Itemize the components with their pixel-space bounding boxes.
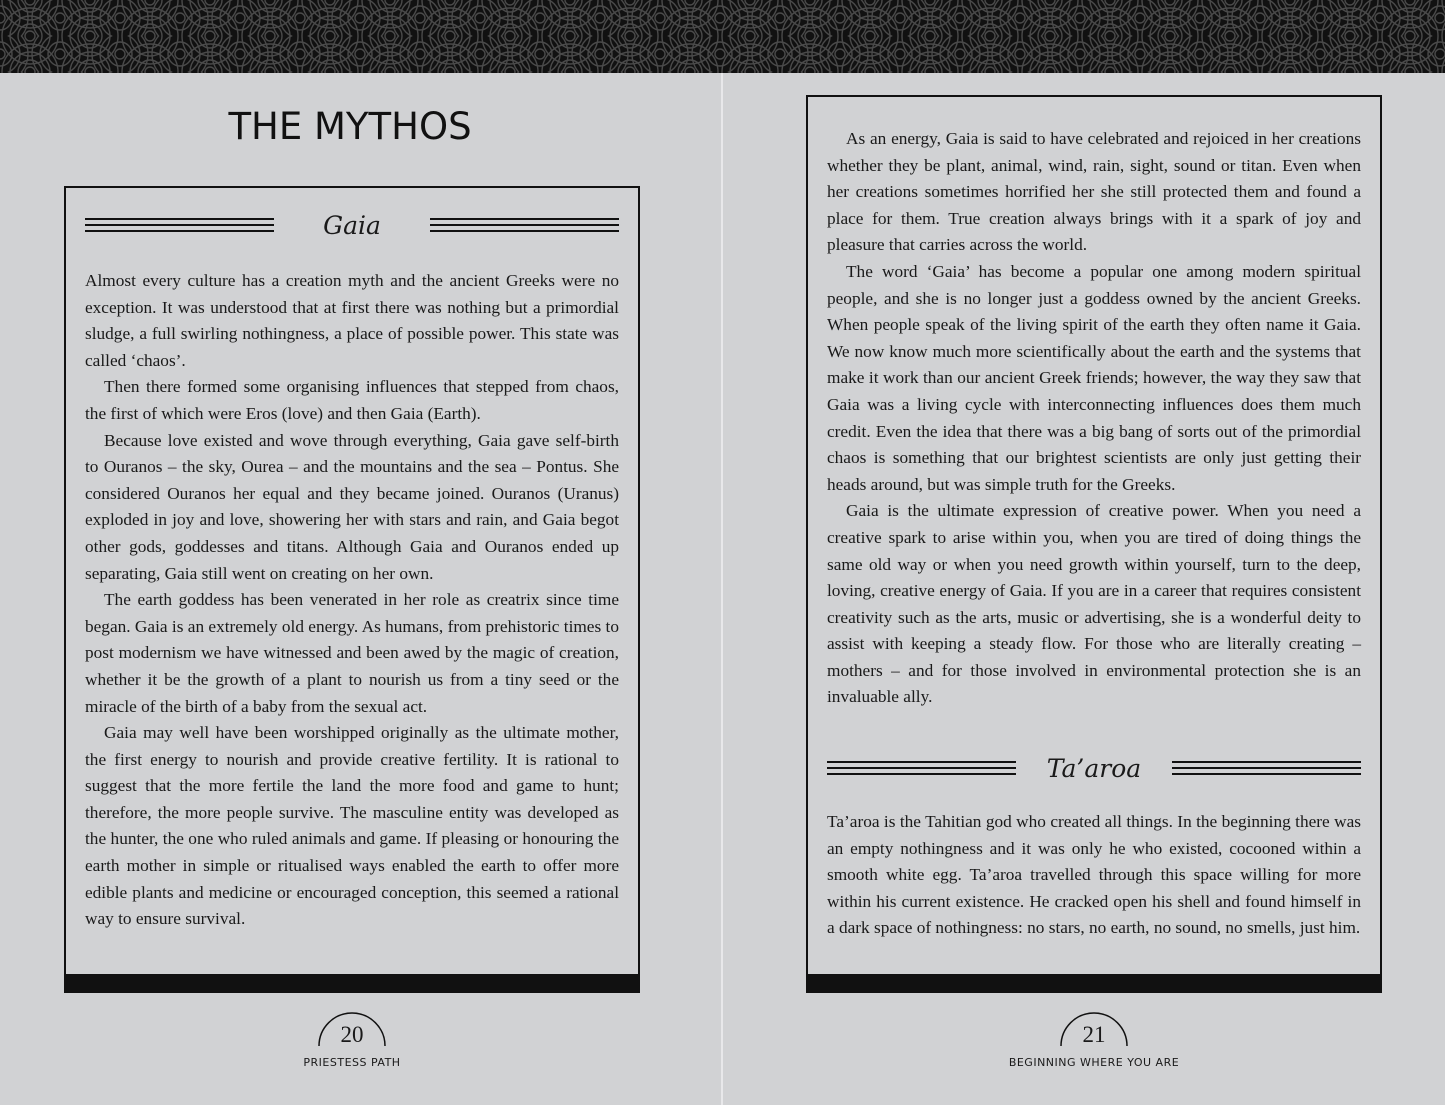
running-footer: BEGINNING WHERE YOU ARE — [1008, 1056, 1180, 1069]
paragraph: Ta’aroa is the Tahitian god who created all things. In the beginning there was an empty nothingness and it was only he who existed, cocooned within a smooth white egg. Ta’aroa travelled through this space willing for more within his current existence. He cracked open his shell and found himself in a dark space of nothingness: no stars, no earth, no sound, no smells, just him. — [827, 812, 1361, 938]
triple-rule-icon — [1172, 757, 1361, 779]
section-heading-taaroa — [827, 749, 1361, 787]
page-number: 20 — [340, 1022, 364, 1047]
box-bottom-bar — [806, 974, 1382, 993]
paragraph: The word ‘Gaia’ has become a popular one among modern spiritual people, and she is no longer just a goddess owned by the ancient Greeks. When people speak of the living spirit of the earth they often name it Gaia. We now know much more scientifically about the earth and the systems that make it work than our ancient Greek friends; however, the way they saw that Gaia was a living cycle with interconnecting influences does them much credit. Even the idea that there was a big bang of sorts out of the primordial chaos is something that our brightest scientists are only just getting their heads around, but was simple truth for the Greeks. — [827, 261, 1361, 494]
top-pattern-band — [0, 0, 1445, 73]
text-box-right-content — [827, 126, 1361, 942]
paragraph: Gaia may well have been worshipped originally as the ultimate mother, the first energy to nourish and provide creative fertility. It is rational to suggest that the more fertile the land the more food and game to hunt; therefore, the more people survive. The masculine entity was developed as the hunter, the one who ruled animals and game. If pleasing or honouring the earth mother in simple or ritualised ways enabled the earth to offer more edible plants and medicine or encouraged conception, this seemed a rational way to ensure survival. — [85, 723, 619, 929]
paragraph: Almost every culture has a creation myth and the ancient Greeks were no exception. It was understood that at first there was nothing but a primordial sludge, a full swirling nothingness, a place of possible power. This state was called ‘chaos’. — [85, 271, 619, 370]
triple-rule-icon — [827, 757, 1016, 779]
page-title: THE MYTHOS — [228, 105, 472, 148]
book-gutter — [721, 73, 723, 1105]
body-text-right — [827, 126, 1361, 711]
page-number: 21 — [1082, 1022, 1106, 1047]
paragraph: Then there formed some organising influences that stepped from chaos, the first of which were Eros (love) and then Gaia (Earth). — [85, 377, 619, 423]
body-text-right-section2 — [827, 809, 1361, 942]
paragraph: The earth goddess has been venerated in her role as creatrix since time began. Gaia is an extremely old energy. As humans, from prehistoric times to post modernism we have witnessed and been awed by the magic of creation, whether it be the growth of a plant to nourish us from a tiny seed or the miracle of the birth of a baby from the sexual act. — [85, 590, 619, 716]
scallop-pattern-icon — [0, 0, 1445, 73]
paragraph: As an energy, Gaia is said to have celebrated and rejoiced in her creations whether they be plant, animal, wind, rain, sight, sound or titan. Even when her creations sometimes horrified her she still protected them and found a place for them. True creation always brings with it a spark of joy and pleasure that carries across the world. — [827, 129, 1361, 255]
section-gap — [827, 711, 1361, 749]
triple-rule-icon — [85, 214, 274, 236]
box-bottom-bar — [64, 974, 640, 993]
text-box-right — [806, 95, 1382, 993]
folio-left — [252, 1012, 452, 1069]
section-heading-text: Gaia — [323, 210, 381, 240]
section-heading-text: Ta’aroa — [1046, 753, 1142, 783]
running-footer: PRIESTESS PATH — [303, 1056, 401, 1069]
paragraph: Because love existed and wove through everything, Gaia gave self-birth to Ouranos – the sky, Ourea – and the mountains and the sea – Pontus. She considered Ouranos her equal and they became joined. Ouranos (Uranus) exploded in joy and love, showering her with stars and rain, and Gaia begot other gods, goddesses and titans. Although Gaia and Ouranos ended up separating, Gaia still went on creating on her own. — [85, 430, 619, 583]
body-text-left — [85, 268, 619, 933]
triple-rule-icon — [430, 214, 619, 236]
section-heading-gaia — [85, 206, 619, 244]
text-box-left-content — [85, 206, 619, 933]
text-box-left — [64, 186, 640, 993]
paragraph: Gaia is the ultimate expression of creative power. When you need a creative spark to arise within you, when you are tired of doing things the same old way or when you need growth within yourself, turn to the deep, loving, creative energy of Gaia. If you are in a career that requires consistent creativity such as the arts, music or advertising, she is a wonderful deity to assist with keeping a steady flow. For those who are literally creating – mothers – and for those involved in environmental protection she is an invaluable ally. — [827, 501, 1361, 707]
folio-right — [994, 1012, 1194, 1069]
